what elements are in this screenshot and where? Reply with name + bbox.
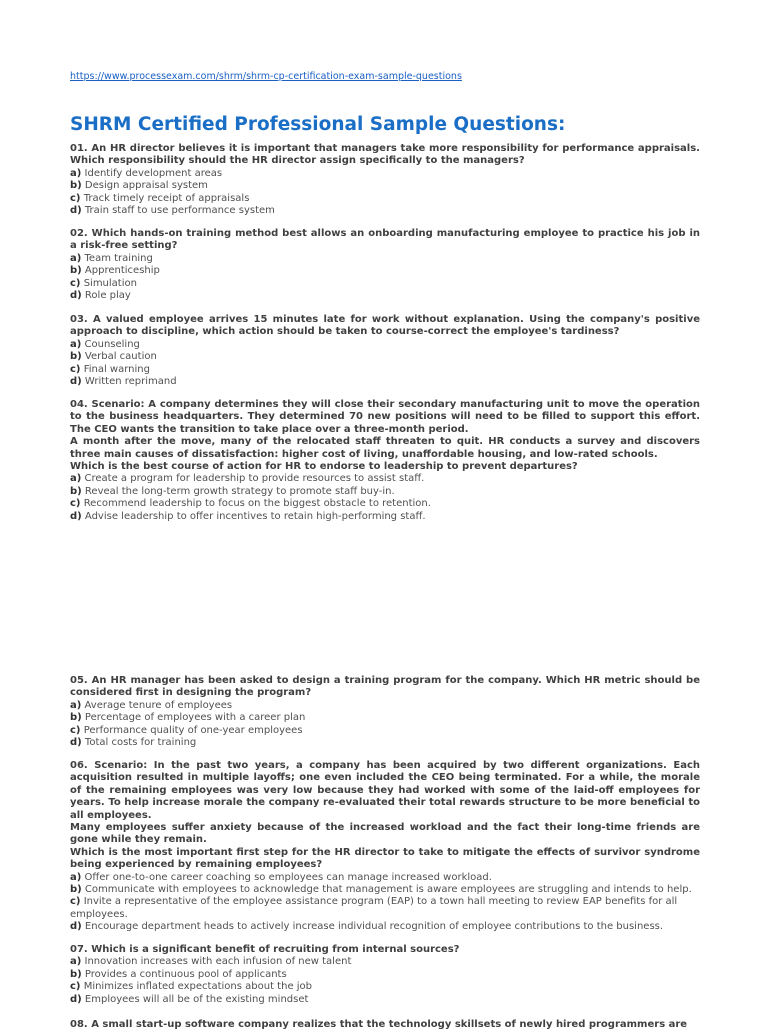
answer-option-d: d) Encourage department heads to actively increase individual recognition of employee contributions to the business. <box>70 921 664 933</box>
answer-option-d: d) Employees will all be of the existing mindset <box>70 993 309 1005</box>
question-02 <box>70 228 700 302</box>
answer-option-a: a) Team training <box>70 252 153 264</box>
question-stem-paragraph-2: Many employees suffer anxiety because of the increased workload and the fact their long-time friends are gone while they remain. <box>70 822 700 846</box>
question-06 <box>70 760 700 934</box>
answer-option-b: b) Communicate with employees to acknowledge that management is aware employees are struggling and intends to help. <box>70 884 692 896</box>
question-stem: 07. Which is a significant benefit of recruiting from internal sources? <box>70 944 460 955</box>
answer-option-d: d) Total costs for training <box>70 737 197 749</box>
question-stem-paragraph-3: Which is the most important first step for the HR director to take to mitigate the effects of survivor syndrome being experienced by remaining employees? <box>70 846 700 871</box>
question-stem: 04. Scenario: A company determines they will close their secondary manufacturing unit to move the operation to the business headquarters. They determined 70 new positions will need to be filled to support this effort. The CEO wants the transition to take place over a three-month period. <box>70 399 700 435</box>
answer-option-b: b) Reveal the long-term growth strategy to promote staff buy-in. <box>70 485 395 497</box>
question-stem: 02. Which hands-on training method best allows an onboarding manufacturing employee to practice his job in a risk-free setting? <box>70 228 700 252</box>
question-08 <box>70 1019 700 1031</box>
answer-option-a: a) Counseling <box>70 338 140 350</box>
question-stem: 06. Scenario: In the past two years, a company has been acquired by two different organizations. Each acquisition resulted in multiple layoffs; one even included the CEO being terminated. For a while, the morale of the remaining employees was very low because they had worked with some of the laid-off employees for years. To help increase morale the company re-evaluated their total rewards structure to be more beneficial to all employees. <box>70 760 700 821</box>
answer-option-d: d) Role play <box>70 290 131 302</box>
source-link[interactable]: https://www.processexam.com/shrm/shrm-cp-certification-exam-sample-questions <box>70 71 462 82</box>
question-07 <box>70 944 700 1006</box>
answer-option-d: d) Written reprimand <box>70 376 177 388</box>
question-03 <box>70 314 700 388</box>
answer-option-c: c) Performance quality of one-year employees <box>70 724 303 736</box>
answer-option-b: b) Verbal caution <box>70 351 157 363</box>
answer-option-b: b) Provides a continuous pool of applicants <box>70 968 287 980</box>
answer-option-c: c) Recommend leadership to focus on the biggest obstacle to retention. <box>70 498 431 510</box>
answer-option-c: c) Simulation <box>70 277 137 289</box>
answer-option-d: d) Train staff to use performance system <box>70 205 275 217</box>
answer-option-a: a) Identify development areas <box>70 167 223 179</box>
question-04 <box>70 399 700 523</box>
answer-option-a: a) Innovation increases with each infusion of new talent <box>70 956 352 968</box>
question-stem: 05. An HR manager has been asked to design a training program for the company. Which HR metric should be considered first in designing the program? <box>70 675 700 699</box>
answer-option-a: a) Average tenure of employees <box>70 699 233 711</box>
page-title: SHRM Certified Professional Sample Questions: <box>70 114 566 135</box>
question-stem-paragraph-3: Which is the best course of action for HR to endorse to leadership to prevent departures? <box>70 461 578 473</box>
question-stem: 01. An HR director believes it is important that managers take more responsibility for performance appraisals. Which responsibility should the HR director assign specifically to the managers? <box>70 143 700 167</box>
answer-option-c: c) Final warning <box>70 363 150 375</box>
answer-option-a: a) Create a program for leadership to provide resources to assist staff. <box>70 473 425 485</box>
answer-option-b: b) Design appraisal system <box>70 180 208 192</box>
question-stem-paragraph-2: A month after the move, many of the relocated staff threaten to quit. HR conducts a survey and discovers three main causes of dissatisfaction: higher cost of living, unaffordable housing, and low-rated schools. <box>70 436 700 460</box>
question-05 <box>70 675 700 749</box>
answer-option-c: c) Minimizes inflated expectations about the job <box>70 981 313 993</box>
question-01 <box>70 143 700 217</box>
answer-option-b: b) Percentage of employees with a career plan <box>70 712 306 724</box>
answer-option-a: a) Offer one-to-one career coaching so employees can manage increased workload. <box>70 871 492 883</box>
question-stem: 08. A small start-up software company realizes that the technology skillsets of newly hired programmers are <box>70 1019 688 1030</box>
answer-option-d: d) Advise leadership to offer incentives to retain high-performing staff. <box>70 510 426 522</box>
question-stem: 03. A valued employee arrives 15 minutes late for work without explanation. Using the company's positive approach to discipline, which action should be taken to course-correct the employee's tardiness? <box>70 314 700 338</box>
answer-option-c: c) Track timely receipt of appraisals <box>70 192 250 204</box>
answer-option-c: c) Invite a representative of the employee assistance program (EAP) to a town hall meeting to review EAP benefits for all employees. <box>70 896 678 920</box>
answer-option-b: b) Apprenticeship <box>70 265 160 277</box>
